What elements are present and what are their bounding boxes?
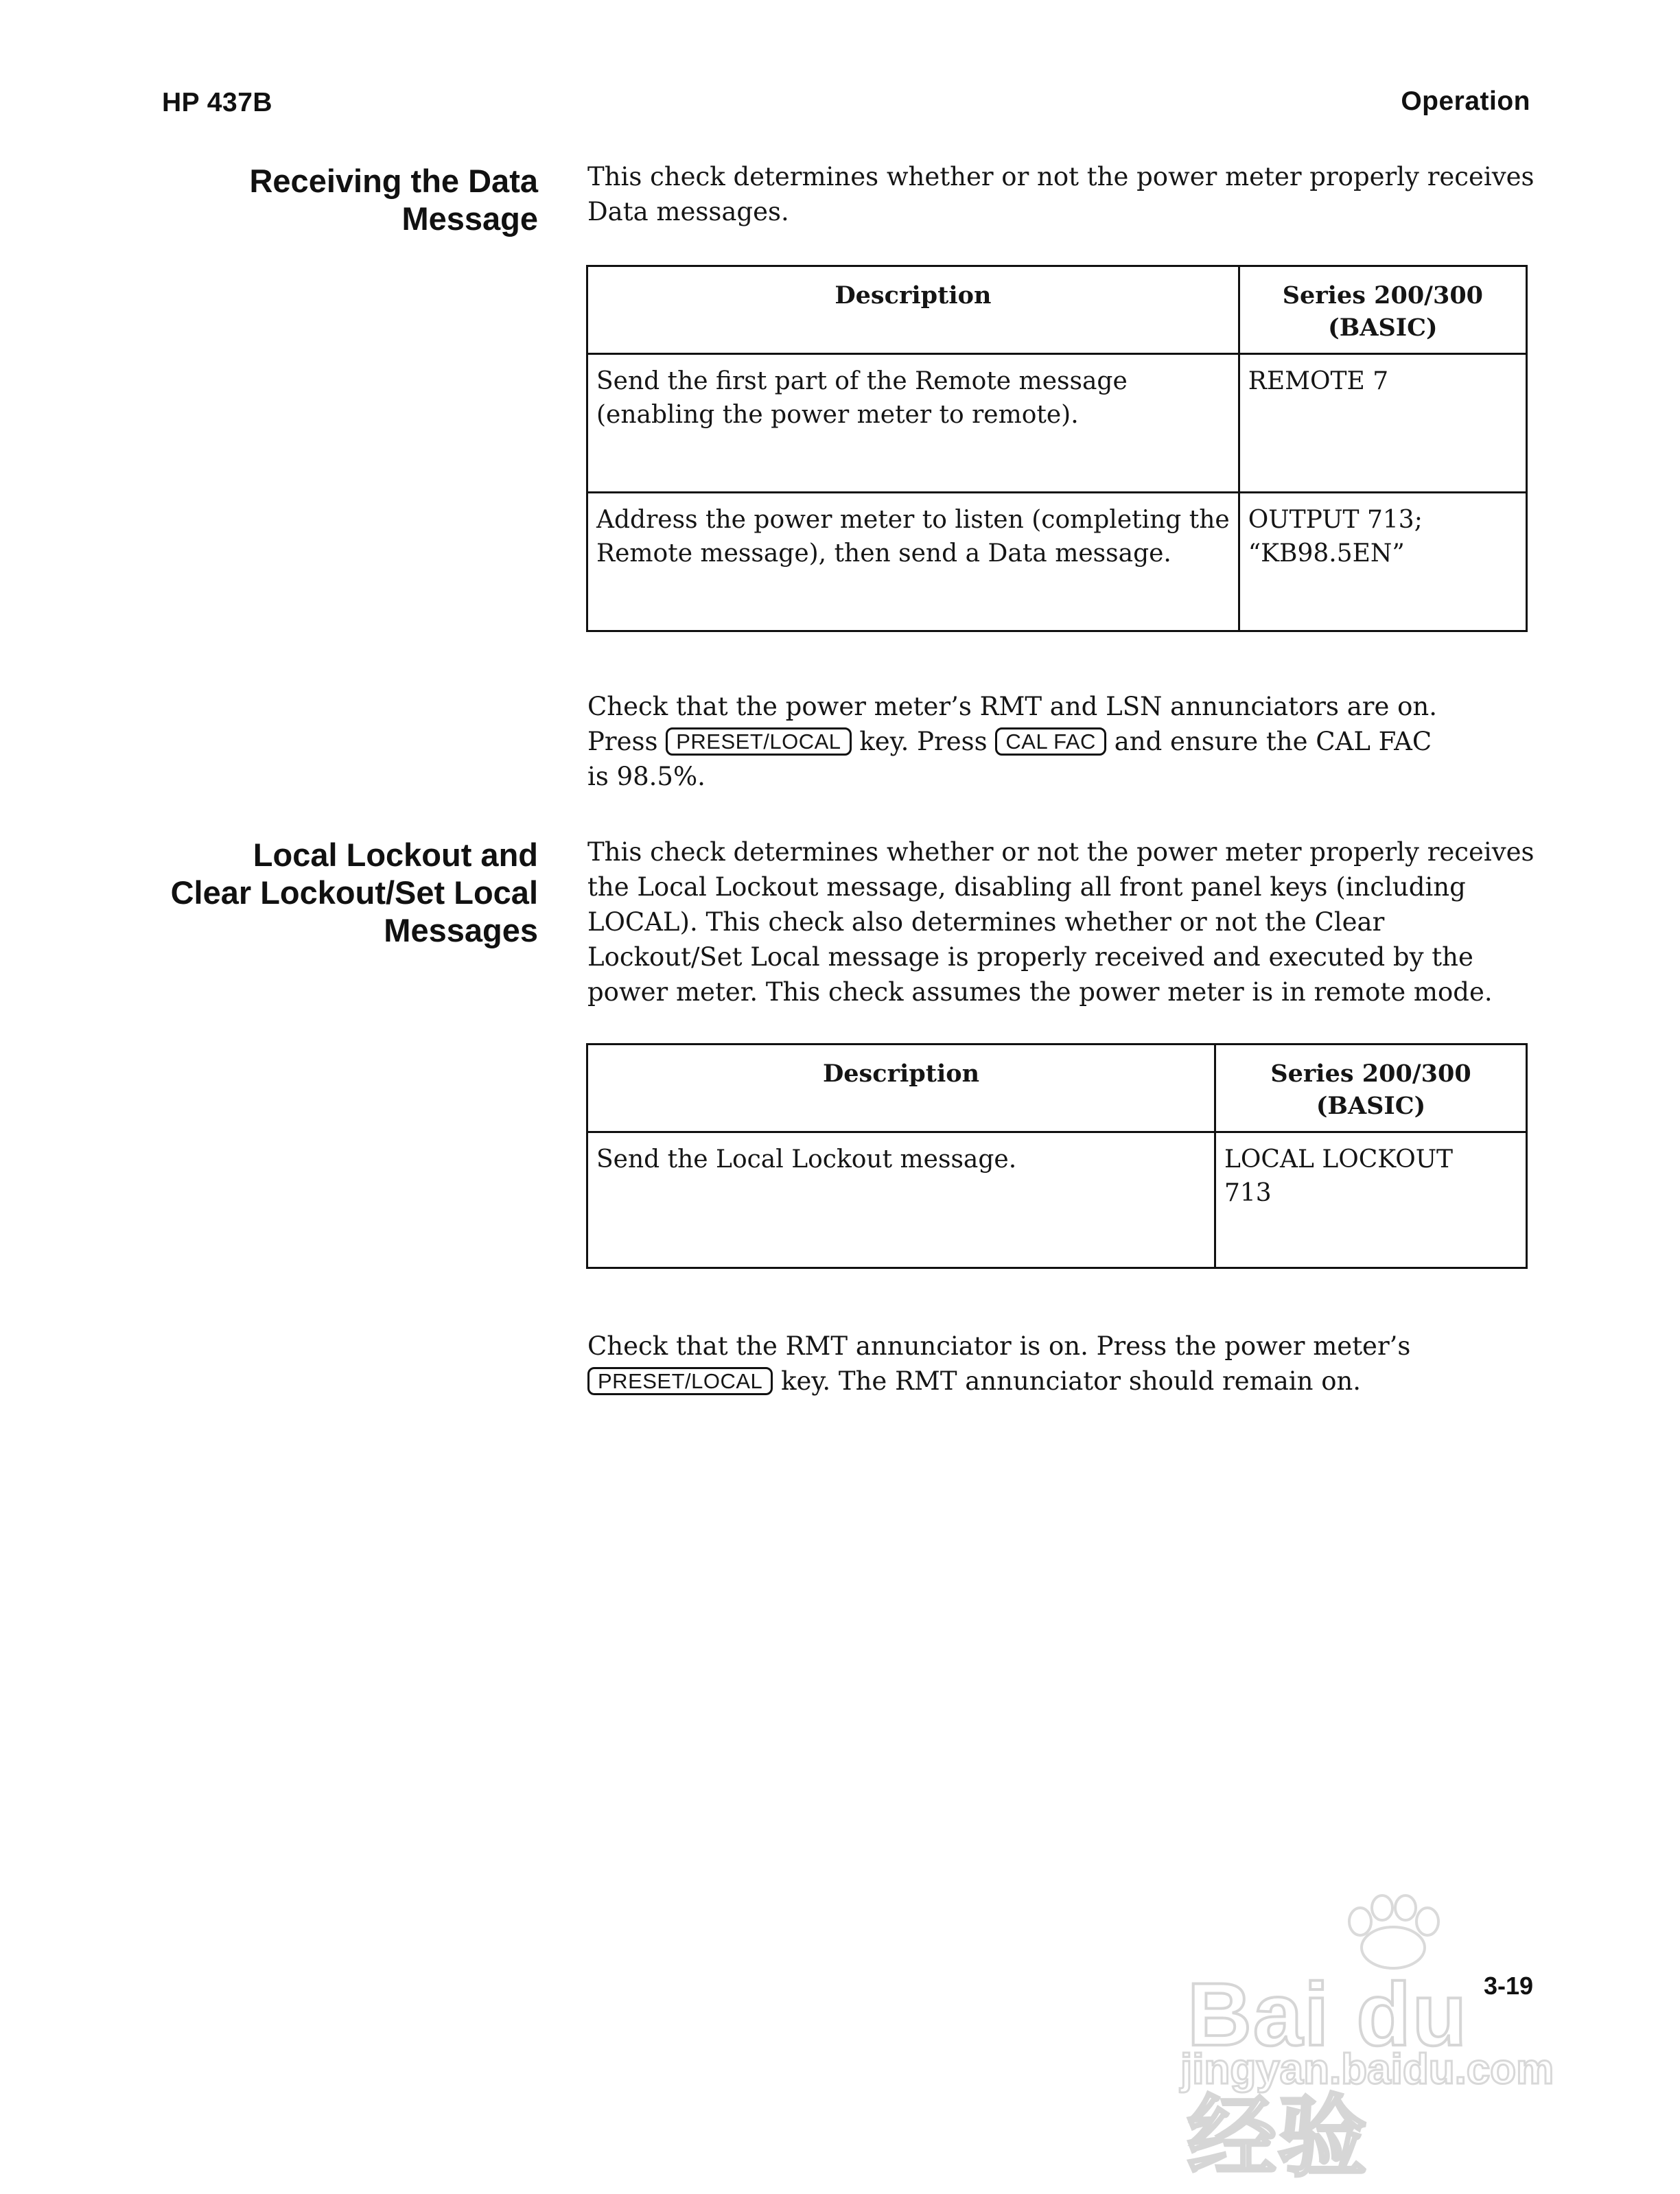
paragraph-line: Lockout/Set Local message is properly received and executed by the [587,942,1473,972]
paragraph-line: power meter. This check assumes the power meter is in remote mode. [587,977,1493,1007]
section2-intro [587,835,1535,1010]
row-code: REMOTE 7 [1239,354,1526,493]
paragraph-line: Data messages. [587,197,789,226]
paw-logo-icon [1325,1894,1462,1970]
preset-local-key: PRESET/LOCAL [587,1367,773,1395]
heading-line: Local Lockout and [253,837,538,873]
row-code: OUTPUT 713; “KB98.5EN” [1239,493,1526,631]
column-header-series: Series 200/300 (BASIC) [1215,1045,1527,1132]
paragraph-line: PRESET/LOCAL key. The RMT annunciator should remain on. [587,1364,1535,1399]
chapter-header: Operation [1401,86,1530,116]
paragraph-line: LOCAL). This check also determines whether or not the Clear [587,907,1385,937]
row-description: Send the Local Lockout message. [587,1132,1215,1268]
row-code: LOCAL LOCKOUT 713 [1215,1132,1527,1268]
paragraph-line: This check determines whether or not the power meter properly receives [587,162,1535,191]
column-header-description: Description [587,266,1239,354]
table-row [587,354,1527,493]
row-description: Send the first part of the Remote message (enabling the power meter to remote). [587,354,1239,493]
table-row [587,1132,1527,1268]
column-header-description: Description [587,1045,1215,1132]
paragraph-line: Press PRESET/LOCAL key. Press CAL FAC and ensure the CAL FAC [587,727,1432,756]
page-number: 3-19 [1484,1972,1534,2000]
watermark-url: jingyan.baidu.com [1180,2046,1554,2093]
paragraph-line: the Local Lockout message, disabling all front panel keys (including [587,872,1466,902]
column-header-series: Series 200/300 (BASIC) [1239,266,1526,354]
cal-fac-key: CAL FAC [995,727,1106,756]
section2-check-paragraph [587,1329,1535,1399]
paragraph-line: Check that the RMT annunciator is on. Press the power meter’s [587,1331,1411,1361]
table-row [587,493,1527,631]
section1-intro [587,159,1535,229]
paragraph-line: Check that the power meter’s RMT and LSN annunciators are on. [587,692,1438,721]
data-message-table [586,265,1528,632]
paragraph-line: is 98.5%. [587,762,705,791]
row-description: Address the power meter to listen (completing the Remote message), then send a Data message. [587,493,1239,631]
section-heading-receiving-data [58,162,538,237]
paragraph-line: This check determines whether or not the power meter properly receives [587,837,1535,867]
watermark-brand: Bai du 经验 [1187,1964,1469,2187]
heading-line: Receiving the Data [249,163,538,199]
section1-check-paragraph [587,689,1535,794]
local-lockout-table [586,1043,1528,1269]
preset-local-key: PRESET/LOCAL [666,727,851,756]
section-heading-local-lockout [58,836,538,949]
heading-line: Message [401,200,538,237]
heading-line: Clear Lockout/Set Local [170,874,538,911]
document-model-header: HP 437B [162,88,273,117]
heading-line: Messages [384,912,538,948]
